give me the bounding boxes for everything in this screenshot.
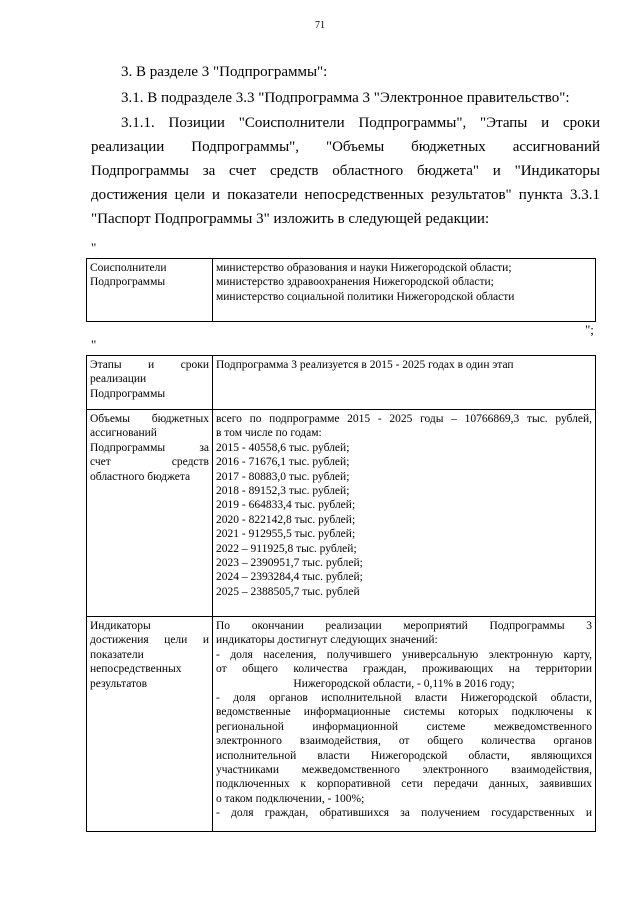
value-line: 2016 - 71676,1 тыс. рублей;: [216, 456, 350, 469]
label-line: Подпрограммы: [90, 387, 166, 400]
paragraph-line: реализации Подпрограммы", "Объемы бюджетных ассигнований: [91, 139, 600, 155]
label-line: счет средств: [90, 456, 209, 469]
paragraph-line: "Паспорт Подпрограммы 3" изложить в следующей редакции:: [91, 211, 490, 227]
instruction-paragraph: [91, 111, 600, 231]
label-line: показатели: [90, 648, 144, 661]
table-row: [87, 410, 596, 617]
value-line: о таком подключении, - 100%;: [216, 792, 365, 805]
value-line: 2024 – 2393284,4 тыс. рублей;: [216, 571, 363, 584]
value-line: 2020 - 822142,8 тыс. рублей;: [216, 513, 356, 526]
value-line: - доля граждан, обратившихся за получением государственных и: [216, 807, 592, 820]
label-line: результатов: [90, 677, 148, 690]
section-heading: 3. В разделе 3 "Подпрограммы":: [121, 64, 328, 80]
closing-quote: ";: [585, 322, 594, 337]
value-line: исполнительной власти Нижегородской области, являющихся: [216, 749, 592, 762]
value-line: министерство здравоохранения Нижегородской области;: [216, 276, 494, 289]
row-value: [213, 617, 596, 832]
paragraph-line: Подпрограммы за счет средств областного бюджета" и "Индикаторы: [91, 163, 600, 179]
label-line: Этапы и сроки: [90, 359, 209, 371]
value-line: 2022 – 911925,8 тыс. рублей;: [216, 542, 357, 555]
value-line: министерство образования и науки Нижегородской области;: [216, 262, 512, 274]
value-line: 2023 – 2390951,7 тыс. рублей;: [216, 557, 363, 570]
label-line: достижения цели и: [90, 634, 209, 647]
label-line: областного бюджета: [90, 470, 191, 483]
opening-quote: ": [91, 337, 97, 352]
value-line: 2021 - 912955,5 тыс. рублей;: [216, 528, 356, 541]
coexecutors-table: [86, 258, 596, 322]
value-line: электронного взаимодействия, от общего количества органов: [216, 735, 592, 748]
label-line: Подпрограммы: [90, 276, 166, 289]
paragraph-line: достижения цели и показатели непосредственных результатов" пункта 3.3.1: [91, 187, 600, 203]
row-value: [213, 356, 596, 410]
label-line: реализации: [90, 373, 147, 386]
value-line: 2015 - 40558,6 тыс. рублей;: [216, 441, 350, 454]
row-label: [87, 356, 213, 410]
value-line: индикаторы достигнут следующих значений:: [216, 634, 438, 647]
value-line: 2018 - 89152,3 тыс. рублей;: [216, 485, 350, 498]
label-line: Индикаторы: [90, 620, 151, 632]
subsection-heading: 3.1. В подразделе 3.3 "Подпрограмма 3 "Электронное правительство":: [121, 90, 570, 106]
value-line: Нижегородской области, - 0,11% в 2016 году;: [293, 677, 515, 690]
value-line: от общего количества граждан, проживающих на территории: [216, 663, 592, 676]
value-line: Подпрограмма 3 реализуется в 2015 - 2025 годах в один этап: [216, 359, 514, 371]
row-label: [87, 410, 213, 617]
row-value: [213, 410, 596, 617]
label-line: Подпрограммы за: [90, 441, 209, 454]
label-line: ассигнований: [90, 427, 157, 440]
value-line: 2019 - 664833,4 тыс. рублей;: [216, 499, 356, 512]
opening-quote: ": [91, 240, 97, 255]
label-line: Объемы бюджетных: [90, 413, 209, 425]
value-line: подключенных к корпоративной сети передачи данных, заявивших: [216, 778, 592, 791]
row-label: [87, 617, 213, 832]
value-line: - доля населения, получившего универсальную электронную карту,: [216, 648, 592, 661]
paragraph-line: 3.1.1. Позиции "Соисполнители Подпрограммы", "Этапы и сроки: [121, 115, 600, 131]
page-number: 71: [315, 20, 325, 31]
value-line: 2025 – 2388505,7 тыс. рублей: [216, 585, 360, 598]
label-line: Соисполнители: [90, 262, 167, 274]
value-line: в том числе по годам:: [216, 427, 322, 440]
passport-table: [86, 355, 596, 832]
value-line: всего по подпрограмме 2015 - 2025 годы – 10766869,3 тыс. рублей,: [216, 413, 592, 425]
value-line: участниками межведомственного электронного взаимодействия,: [216, 764, 592, 777]
table-row: [87, 259, 596, 322]
label-line: непосредственных: [90, 663, 182, 676]
value-line: ведомственные информационные системы которых подключены к: [216, 706, 592, 719]
value-line: министерство социальной политики Нижегородской области: [216, 290, 515, 303]
table-row: [87, 617, 596, 832]
value-line: - доля органов исполнительной власти Нижегородской области,: [216, 692, 592, 705]
row-label: [87, 259, 213, 322]
value-line: 2017 - 80883,0 тыс. рублей;: [216, 470, 350, 483]
value-line: По окончании реализации мероприятий Подпрограммы 3: [216, 620, 592, 632]
value-line: региональной информационной системе межведомственного: [216, 720, 592, 733]
row-value: [213, 259, 596, 322]
table-row: [87, 356, 596, 410]
